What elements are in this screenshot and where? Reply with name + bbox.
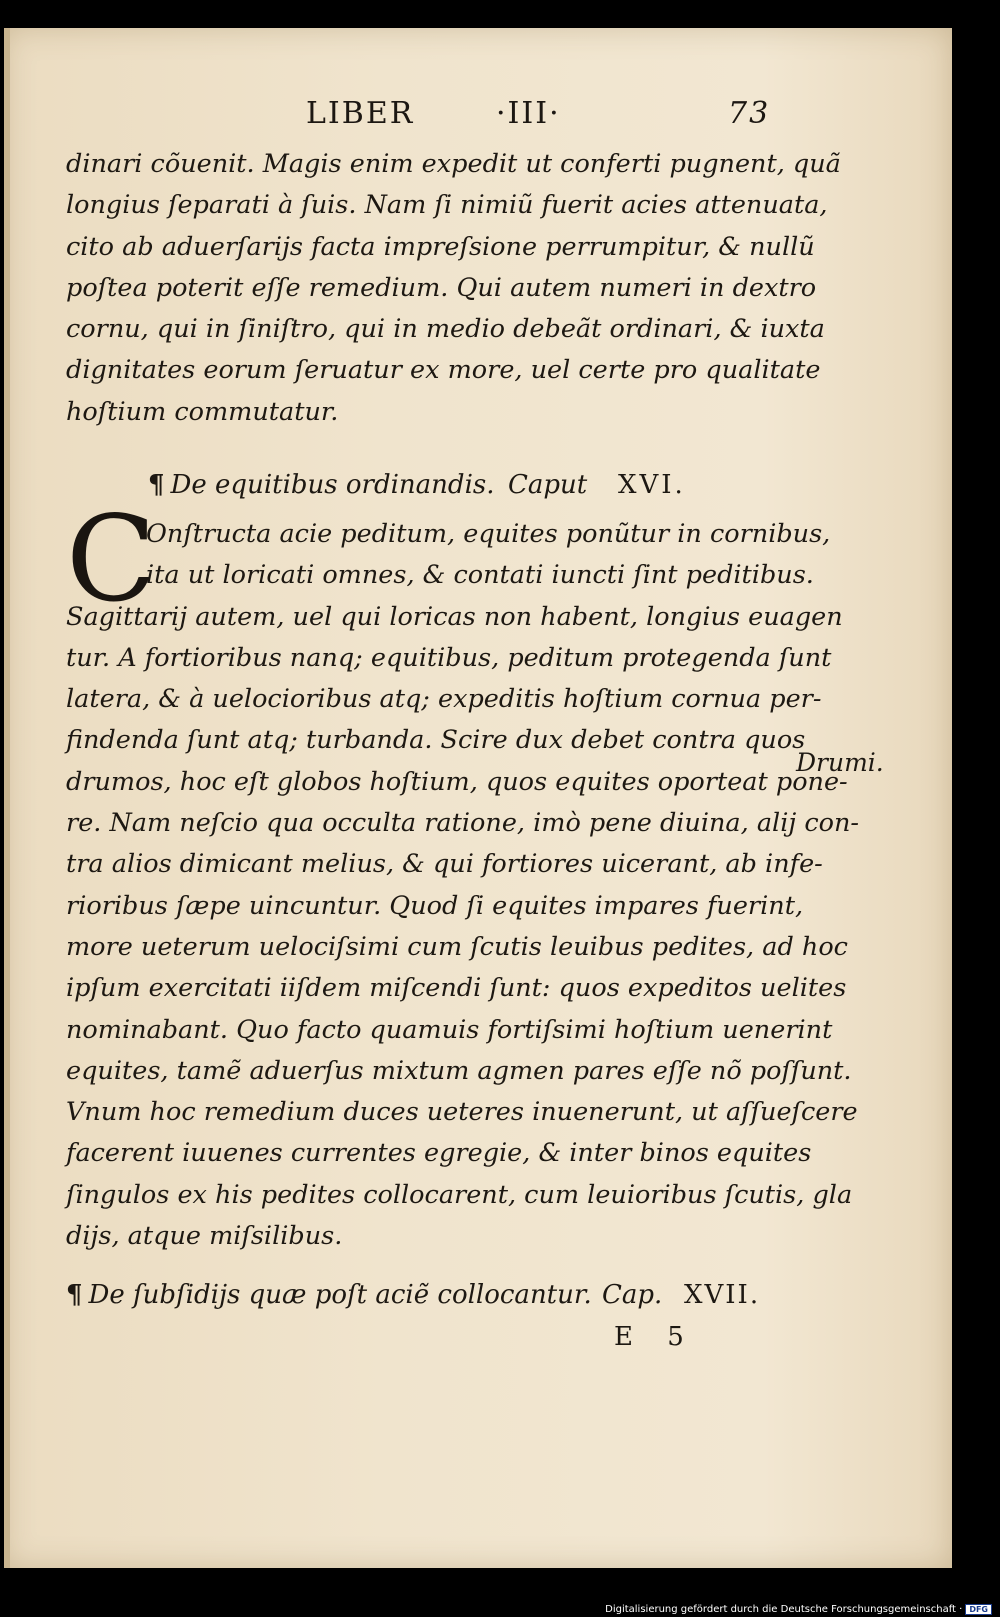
text-line: equites, tamẽ aduerſus mixtum agmen pares eſſe nõ poſſunt. xyxy=(66,1055,852,1086)
text-line: cito ab aduerſarijs facta impreſsione perrumpitur, & nullũ xyxy=(66,231,815,262)
text-line: rioribus ſæpe uincuntur. Quod ſi equites impares fuerint, xyxy=(66,890,804,921)
drop-cap: C xyxy=(66,490,157,628)
folio-number: 73 xyxy=(728,96,771,131)
text-line: dinari cõuenit. Magis enim expedit ut conferti pugnent, quã xyxy=(66,149,841,179)
text-line: nominabant. Quo facto quamuis fortiſsimi hoſtium uenerint xyxy=(66,1014,833,1045)
digitization-credit xyxy=(605,1604,992,1615)
text-line: drumos, hoc eſt globos hoſtium, quos equites oporteat pone- xyxy=(66,766,848,797)
text-line: tra alios dimicant melius, & qui fortiores uicerant, ab infe- xyxy=(66,849,823,880)
running-head-book-number: ·III· xyxy=(496,96,561,131)
chapter-16-caput-label: Caput xyxy=(508,470,588,500)
text-line: tur. A fortioribus nanq; equitibus, peditum protegenda ſunt xyxy=(66,642,832,673)
chapter-16-heading xyxy=(148,470,788,512)
text-line: Vnum hoc remedium duces ueteres inuenerunt, ut aſſueſcere xyxy=(66,1097,858,1128)
text-line: longius ſeparati à ſuis. Nam ſi nimiũ fuerit acies attenuata, xyxy=(66,190,828,221)
chapter-17-cap-label: Cap. xyxy=(602,1280,663,1310)
credit-text: Digitalisierung gefördert durch die Deutsche Forschungsgemeinschaft · xyxy=(605,1604,963,1615)
chapter-17-number: XVII. xyxy=(684,1280,761,1310)
text-line: ita ut loricati omnes, & contati iuncti ſint peditibus. xyxy=(146,560,814,591)
text-line: ſingulos ex his pedites collocarent, cum leuioribus ſcutis, gla xyxy=(66,1179,853,1210)
marginal-note: Drumi. xyxy=(796,748,884,777)
chapter-17-heading xyxy=(66,1280,786,1322)
running-head-title: LIBER xyxy=(306,96,415,131)
text-line: hoſtium commutatur. xyxy=(66,396,339,427)
text-line: latera, & à uelocioribus atq; expeditis hoſtium cornua per- xyxy=(66,684,822,715)
chapter-17-title: De ſubſidijs quæ poſt aciẽ collocantur. xyxy=(88,1280,592,1310)
chapter-16-number: XVI. xyxy=(618,470,686,500)
running-head xyxy=(0,96,948,136)
text-line: re. Nam neſcio qua occulta ratione, imò pene diuina, alij con- xyxy=(66,808,860,839)
chapter-16-title: De equitibus ordinandis. xyxy=(170,470,495,500)
text-line: ipſum exercitati iiſdem miſcendi ſunt: quos expeditos uelites xyxy=(66,973,847,1004)
text-line: dijs, atque miſsilibus. xyxy=(66,1221,343,1252)
pilcrow-icon: ¶ xyxy=(148,470,165,500)
dfg-logo-icon: DFG xyxy=(965,1604,992,1615)
page-gutter-edge xyxy=(4,28,10,1568)
text-line: poſtea poterit eſſe remedium. Qui autem numeri in dextro xyxy=(66,272,817,303)
paragraph-continuation xyxy=(66,144,841,433)
text-line: cornu, qui in ſiniſtro, qui in medio debeãt ordinari, & iuxta xyxy=(66,314,825,345)
text-line: Onſtructa acie peditum, equites ponũtur in cornibus, xyxy=(146,519,831,549)
text-line: dignitates eorum ſeruatur ex more, uel certe pro qualitate xyxy=(66,355,821,386)
text-line: more ueterum uelociſsimi cum ſcutis leuibus pedites, ad hoc xyxy=(66,931,848,962)
signature-mark: E 5 xyxy=(614,1322,684,1352)
text-line: findenda ſunt atq; turbanda. Scire dux debet contra quos xyxy=(66,725,806,756)
text-line: Sagittarij autem, uel qui loricas non habent, longius euagen xyxy=(66,601,843,632)
pilcrow-icon: ¶ xyxy=(66,1280,83,1310)
text-line: facerent iuuenes currentes egregie, & inter binos equites xyxy=(66,1138,812,1169)
